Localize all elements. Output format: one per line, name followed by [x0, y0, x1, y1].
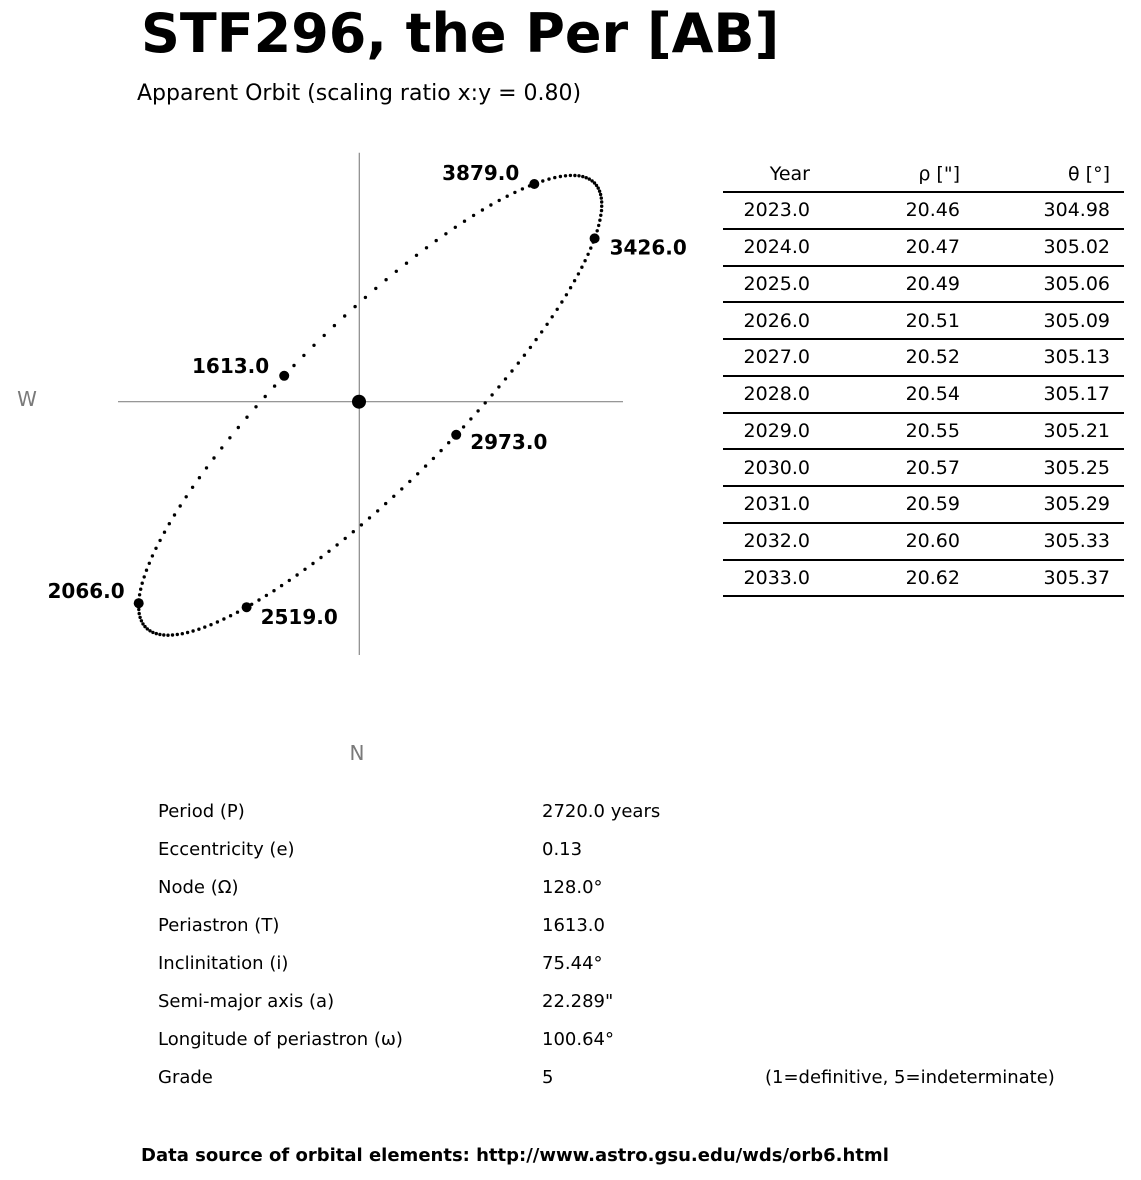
epoch-dot	[590, 233, 600, 243]
element-label: Period (P)	[158, 801, 245, 822]
orbit-dot	[384, 278, 387, 281]
orbital-element-row	[158, 869, 1118, 907]
orbit-dot	[209, 623, 212, 626]
element-label: Periastron (T)	[158, 915, 280, 936]
theta-cell: 305.17	[1043, 383, 1110, 406]
orbit-dot	[534, 338, 537, 341]
element-note: (1=definitive, 5=indeterminate)	[765, 1067, 1055, 1088]
orbital-element-row	[158, 907, 1118, 945]
orbit-dot	[484, 401, 487, 404]
orbit-dot	[569, 286, 572, 289]
orbit-dot	[145, 569, 148, 572]
orbit-dot	[311, 562, 314, 565]
orbit-dot	[198, 476, 201, 479]
table-row	[723, 377, 1124, 414]
column-header: ρ ["]	[918, 162, 960, 185]
orbit-dot	[237, 426, 240, 429]
epoch-dot	[279, 371, 289, 381]
table-row	[723, 487, 1124, 524]
theta-cell: 305.25	[1043, 456, 1110, 479]
orbital-element-row	[158, 1021, 1118, 1059]
orbit-dot	[521, 187, 524, 190]
orbit-dot	[447, 441, 450, 444]
orbit-dot	[265, 594, 268, 597]
orbit-dot	[498, 199, 501, 202]
year-cell: 2033.0	[743, 566, 810, 589]
orbit-dot	[143, 575, 146, 578]
column-header: Year	[769, 162, 810, 185]
orbit-dot	[166, 634, 169, 637]
orbit-dot	[191, 486, 194, 489]
orbit-dot	[463, 220, 466, 223]
epoch-label: 3426.0	[609, 235, 687, 260]
orbit-dot	[564, 174, 567, 177]
orbit-dot	[179, 504, 182, 507]
orbit-dot	[212, 456, 215, 459]
orbit-dot	[497, 385, 500, 388]
orbit-dot	[400, 487, 403, 490]
orbit-dot	[439, 449, 442, 452]
orbit-dot	[181, 632, 184, 635]
orbital-element-row	[158, 793, 1118, 831]
orbit-dot	[405, 262, 408, 265]
table-row	[723, 524, 1124, 561]
element-value: 2720.0 years	[542, 801, 661, 822]
year-cell: 2026.0	[743, 309, 810, 332]
year-cell: 2025.0	[743, 272, 810, 295]
west-axis-label: W	[17, 387, 37, 411]
orbit-dot	[229, 614, 232, 617]
element-label: Longitude of periastron (ω)	[158, 1029, 403, 1050]
orbit-dot	[489, 203, 492, 206]
orbit-dot	[333, 324, 336, 327]
orbit-dot	[454, 226, 457, 229]
rho-cell: 20.62	[905, 566, 960, 589]
theta-cell: 305.29	[1043, 493, 1110, 516]
orbital-element-row	[158, 1059, 1118, 1097]
orbit-dot	[569, 174, 572, 177]
table-row	[723, 561, 1124, 598]
element-label: Semi-major axis (a)	[158, 991, 335, 1012]
orbit-dot	[191, 629, 194, 632]
orbit-dot	[510, 369, 513, 372]
orbital-element-row	[158, 831, 1118, 869]
year-cell: 2027.0	[743, 346, 810, 369]
year-cell: 2029.0	[743, 419, 810, 442]
orbit-dot	[600, 196, 603, 199]
orbit-dot	[600, 200, 603, 203]
table-row	[723, 340, 1124, 377]
epoch-dot	[529, 179, 539, 189]
table-row	[723, 193, 1124, 230]
year-cell: 2032.0	[743, 530, 810, 553]
epoch-label: 2066.0	[47, 579, 125, 604]
orbit-dot	[573, 174, 576, 177]
orbit-dot	[176, 633, 179, 636]
figure-title: STF296, the Per [AB]	[141, 2, 780, 65]
orbit-dot	[432, 457, 435, 460]
rho-cell: 20.49	[905, 272, 960, 295]
orbit-dot	[504, 377, 507, 380]
element-value: 5	[542, 1067, 554, 1088]
orbit-dot	[476, 409, 479, 412]
orbit-dot	[343, 314, 346, 317]
rho-cell: 20.55	[905, 419, 960, 442]
orbit-dot	[222, 617, 225, 620]
orbit-dot	[598, 190, 601, 193]
orbit-dot	[553, 176, 556, 179]
orbit-dot	[481, 208, 484, 211]
orbit-dot	[139, 588, 142, 591]
orbit-dot	[220, 446, 223, 449]
element-value: 75.44°	[542, 953, 603, 974]
orbit-dot	[151, 554, 154, 557]
table-row	[723, 303, 1124, 340]
orbit-dot	[155, 632, 158, 635]
orbit-dot	[529, 346, 532, 349]
orbit-dot	[173, 513, 176, 516]
orbital-elements-list	[158, 793, 1118, 1097]
orbit-dot	[140, 619, 143, 622]
orbit-dot	[360, 523, 363, 526]
orbit-dot	[273, 384, 276, 387]
rho-cell: 20.60	[905, 530, 960, 553]
epoch-label: 2519.0	[260, 605, 338, 630]
orbit-dot	[158, 539, 161, 542]
year-cell: 2024.0	[743, 236, 810, 259]
orbit-dot	[185, 495, 188, 498]
epoch-dot	[451, 430, 461, 440]
orbit-dot	[302, 354, 305, 357]
orbit-dot	[288, 579, 291, 582]
orbit-dot	[158, 633, 161, 636]
orbit-dot	[141, 582, 144, 585]
rho-cell: 20.51	[905, 309, 960, 332]
orbit-dot	[319, 556, 322, 559]
orbit-dot	[392, 495, 395, 498]
orbit-dot	[589, 246, 592, 249]
primary-star-marker	[352, 395, 366, 409]
orbit-dot	[559, 175, 562, 178]
orbit-dot	[257, 598, 260, 601]
orbit-dot	[540, 330, 543, 333]
theta-cell: 305.33	[1043, 530, 1110, 553]
ephemeris-table	[723, 156, 1124, 597]
epoch-label: 1613.0	[192, 353, 270, 378]
theta-cell: 304.98	[1043, 199, 1110, 222]
orbit-dot	[272, 589, 275, 592]
element-label: Grade	[158, 1067, 213, 1088]
orbit-dot	[600, 205, 603, 208]
theta-cell: 305.09	[1043, 309, 1110, 332]
orbit-dot	[364, 296, 367, 299]
orbit-dot	[352, 530, 355, 533]
orbit-dot	[327, 550, 330, 553]
orbit-dot	[545, 323, 548, 326]
orbit-dot	[292, 364, 295, 367]
orbit-dot	[395, 270, 398, 273]
orbit-dot	[408, 480, 411, 483]
table-row	[723, 450, 1124, 487]
orbit-dot	[254, 405, 257, 408]
orbit-dot	[154, 547, 157, 550]
orbit-dot	[163, 531, 166, 534]
rho-cell: 20.59	[905, 493, 960, 516]
orbit-dot	[148, 629, 151, 632]
orbit-dot	[599, 193, 602, 196]
orbit-dot	[228, 436, 231, 439]
theta-cell: 305.02	[1043, 236, 1110, 259]
orbit-dot	[551, 315, 554, 318]
orbit-dot	[547, 177, 550, 180]
orbit-dot	[462, 425, 465, 428]
epoch-dot	[134, 598, 144, 608]
orbit-dot	[541, 179, 544, 182]
column-header: θ [°]	[1068, 162, 1110, 185]
year-cell: 2023.0	[743, 199, 810, 222]
epoch-dot	[242, 602, 252, 612]
orbit-dot	[425, 246, 428, 249]
rho-cell: 20.57	[905, 456, 960, 479]
orbit-dot	[323, 334, 326, 337]
orbit-dot	[597, 224, 600, 227]
orbit-dot	[335, 543, 338, 546]
orbital-element-row	[158, 945, 1118, 983]
orbit-dot	[312, 344, 315, 347]
rho-cell: 20.46	[905, 199, 960, 222]
orbit-dot	[205, 466, 208, 469]
element-label: Inclinitation (i)	[158, 953, 289, 974]
orbit-dot	[600, 209, 603, 212]
orbit-dot	[138, 616, 141, 619]
orbit-dot	[384, 502, 387, 505]
table-header-row	[723, 156, 1124, 193]
element-label: Eccentricity (e)	[158, 839, 295, 860]
data-source-note: Data source of orbital elements: http://www.astro.gsu.edu/wds/orb6.html	[141, 1145, 889, 1166]
orbit-dot	[581, 175, 584, 178]
orbit-dot	[162, 633, 165, 636]
orbit-dot	[171, 633, 174, 636]
orbit-dot	[583, 259, 586, 262]
theta-cell: 305.06	[1043, 272, 1110, 295]
rho-cell: 20.47	[905, 236, 960, 259]
rho-cell: 20.54	[905, 383, 960, 406]
orbit-dot	[469, 417, 472, 420]
orbit-dot	[148, 562, 151, 565]
orbit-dot	[137, 608, 140, 611]
orbit-dot	[523, 354, 526, 357]
epoch-label: 2973.0	[470, 429, 548, 454]
theta-cell: 305.21	[1043, 419, 1110, 442]
orbital-element-row	[158, 983, 1118, 1021]
element-value: 100.64°	[542, 1029, 614, 1050]
element-value: 1613.0	[542, 915, 605, 936]
rho-cell: 20.52	[905, 346, 960, 369]
orbit-dot	[141, 622, 144, 625]
orbit-dot	[586, 253, 589, 256]
orbit-dot	[577, 272, 580, 275]
orbit-dot	[303, 568, 306, 571]
orbit-dot	[585, 176, 588, 179]
orbit-dot	[556, 308, 559, 311]
theta-cell: 305.37	[1043, 566, 1110, 589]
orbit-dot	[517, 361, 520, 364]
orbit-dot	[376, 509, 379, 512]
orbit-dot	[138, 593, 141, 596]
orbit-dot	[588, 177, 591, 180]
orbit-dot	[236, 611, 239, 614]
year-cell: 2031.0	[743, 493, 810, 516]
orbit-dot	[596, 229, 599, 232]
orbit-dot	[472, 214, 475, 217]
orbit-dot	[415, 254, 418, 257]
element-label: Node (Ω)	[158, 877, 239, 898]
orbit-dot	[186, 631, 189, 634]
orbit-dot	[598, 219, 601, 222]
orbit-dot	[444, 232, 447, 235]
orbit-dot	[424, 464, 427, 467]
element-value: 0.13	[542, 839, 583, 860]
table-row	[723, 267, 1124, 304]
orbit-dot	[374, 287, 377, 290]
orbit-dot	[264, 395, 267, 398]
orbit-dot	[490, 393, 493, 396]
orbit-dot	[416, 472, 419, 475]
orbit-dot	[353, 305, 356, 308]
orbit-dot	[216, 620, 219, 623]
table-row	[723, 230, 1124, 267]
year-cell: 2030.0	[743, 456, 810, 479]
orbit-dot	[203, 625, 206, 628]
orbit-dot	[577, 174, 580, 177]
orbit-dot	[138, 612, 141, 615]
year-cell: 2028.0	[743, 383, 810, 406]
orbit-dot	[368, 516, 371, 519]
element-value: 128.0°	[542, 877, 603, 898]
orbit-dot	[435, 239, 438, 242]
figure-subtitle: Apparent Orbit (scaling ratio x:y = 0.80)	[137, 81, 582, 106]
table-row	[723, 414, 1124, 451]
orbit-dot	[590, 179, 593, 182]
orbit-dot	[245, 416, 248, 419]
orbit-dot	[280, 584, 283, 587]
orbit-dot	[344, 537, 347, 540]
element-value: 22.289"	[542, 991, 614, 1012]
orbit-dot	[506, 195, 509, 198]
orbit-dot	[151, 631, 154, 634]
orbit-dot	[295, 573, 298, 576]
orbit-dot	[565, 293, 568, 296]
theta-cell: 305.13	[1043, 346, 1110, 369]
orbit-dot	[599, 214, 602, 217]
orbit-dot	[513, 191, 516, 194]
orbit-dot	[573, 279, 576, 282]
orbit-dot	[560, 300, 563, 303]
orbit-dot	[168, 522, 171, 525]
north-axis-label: N	[349, 741, 365, 765]
orbit-plot	[0, 0, 700, 790]
epoch-label: 3879.0	[442, 161, 520, 185]
orbit-dot	[197, 628, 200, 631]
orbit-dot	[580, 266, 583, 269]
